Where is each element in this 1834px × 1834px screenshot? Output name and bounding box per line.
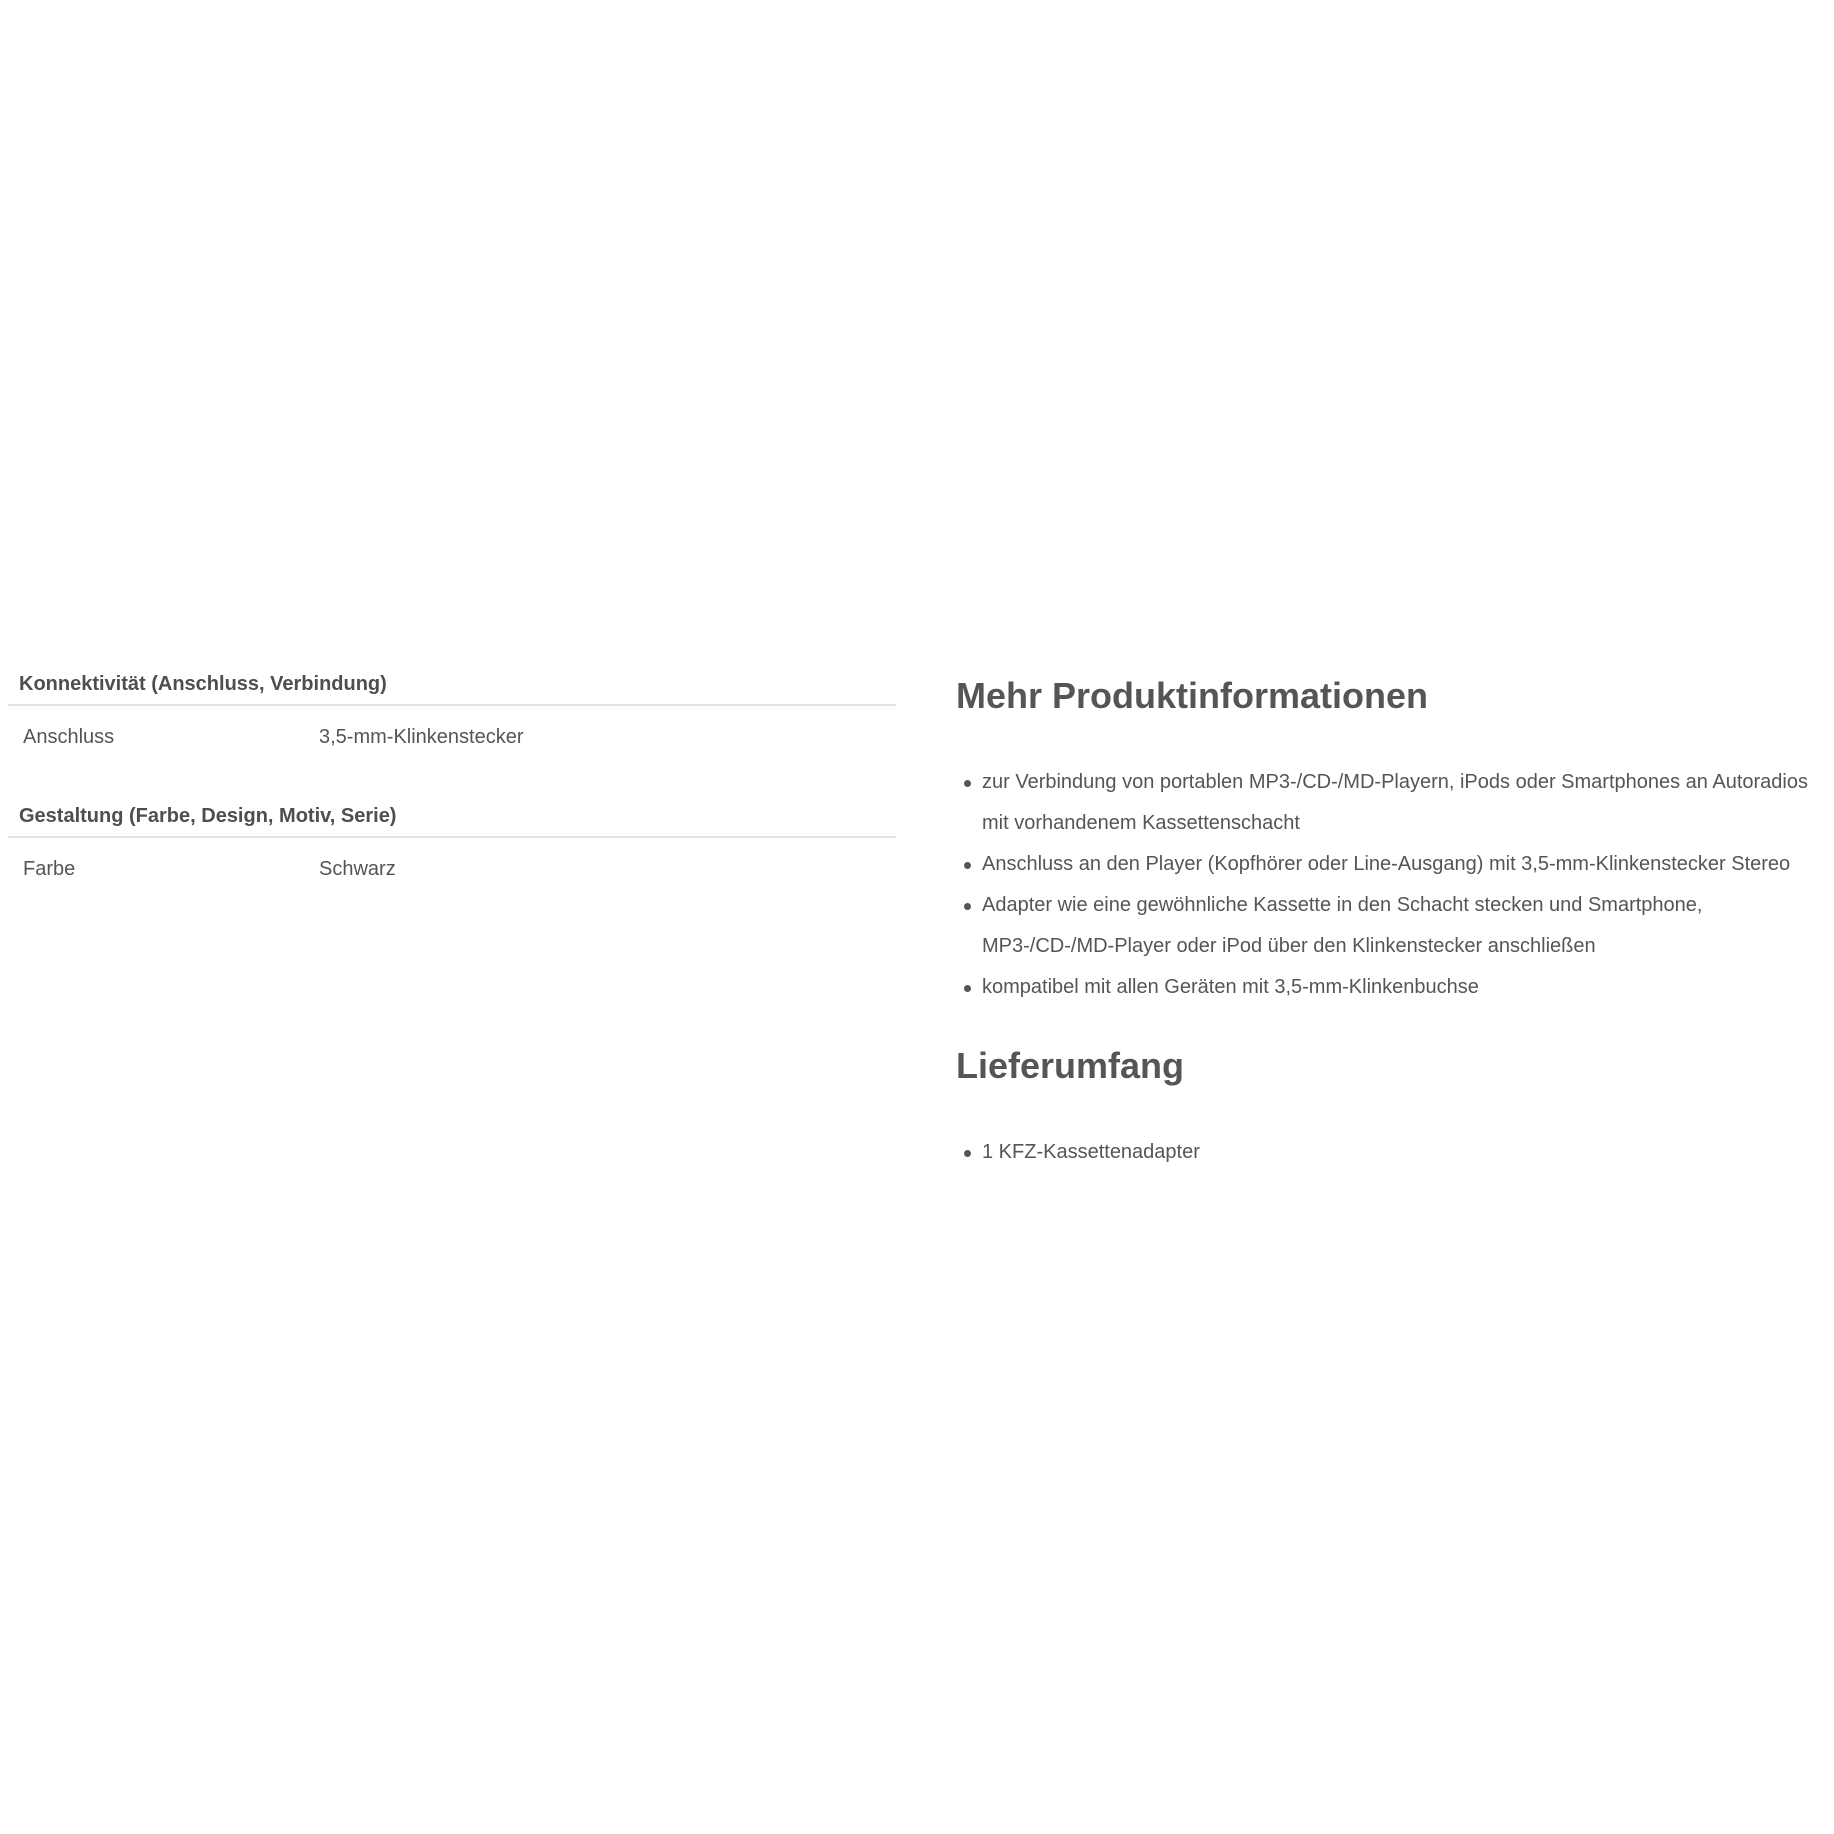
specifications-table [8,664,896,900]
spec-value: Schwarz [319,857,396,880]
list-item: zur Verbindung von portablen MP3-/CD-/MD-Playern, iPods oder Smartphones an Autoradios mit vorhandenem Kassettenschacht [956,762,1834,844]
spec-group-title: Gestaltung (Farbe, Design, Motiv, Serie) [8,796,896,838]
list-item: kompatibel mit allen Geräten mit 3,5-mm-Klinkenbuchse [956,967,1834,1008]
list-item: Anschluss an den Player (Kopfhörer oder Line-Ausgang) mit 3,5-mm-Klinkenstecker Stereo [956,844,1834,885]
spec-key: Anschluss [23,725,115,748]
spec-group-title: Konnektivität (Anschluss, Verbindung) [8,664,896,706]
list-item: 1 KFZ-Kassettenadapter [956,1132,1834,1173]
product-description [956,668,1834,1173]
spec-value: 3,5-mm-Klinkenstecker [319,725,524,748]
product-info-list [956,762,1834,1008]
spec-group-connectivity [8,664,896,768]
spec-group-design [8,796,896,900]
scope-of-delivery-heading: Lieferumfang [956,1045,1185,1086]
list-item: Adapter wie eine gewöhnliche Kassette in den Schacht stecken und Smartphone, MP3-/CD-/MD-Player oder iPod über den Klinkenstecker anschließen [956,885,1834,967]
spec-key: Farbe [23,857,76,880]
spec-row [8,838,896,900]
scope-of-delivery-list [956,1132,1834,1173]
product-info-heading: Mehr Produktinformationen [956,675,1429,716]
spec-row [8,706,896,768]
